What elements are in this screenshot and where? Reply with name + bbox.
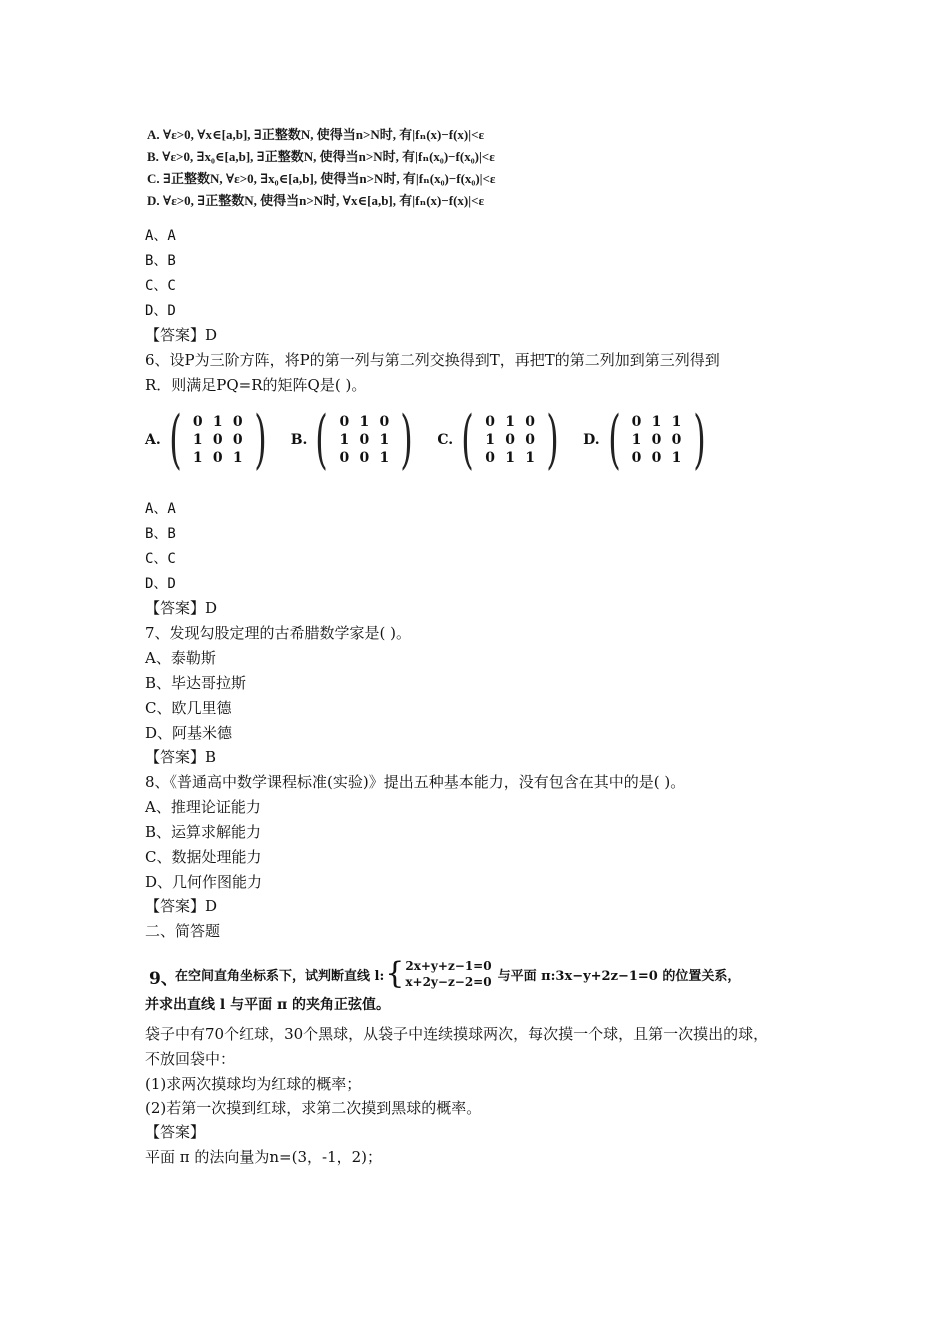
matrix-cell: 1 — [192, 432, 203, 448]
matrix-cell: 1 — [232, 450, 243, 466]
matrix-cell: 1 — [651, 414, 662, 430]
matrix-cell: 1 — [671, 450, 682, 466]
matrix-cell: 0 — [232, 414, 243, 430]
q9-question-image — [145, 946, 745, 1016]
q8-choice-d: D、几何作图能力 — [145, 873, 263, 891]
matrix-cell: 0 — [631, 414, 642, 430]
q6-text-line1: 6、设P为三阶方阵，将P的第一列与第二列交换得到T，再把T的第二列加到第三列得到 — [145, 351, 720, 369]
q5-options-image — [145, 124, 605, 214]
matrix-label: B. — [290, 432, 308, 448]
q9-eq1: 2x+y+z−1=0 — [405, 959, 492, 973]
q5-choice-b: B、B — [145, 253, 176, 269]
q8-choice-b: B、运算求解能力 — [145, 823, 262, 841]
q9-line1 — [175, 958, 740, 990]
matrix-cell: 0 — [525, 414, 535, 430]
q9-line1-pre: 在空间直角坐标系下，试判断直线 l: — [175, 968, 385, 984]
right-paren-icon: ) — [546, 403, 559, 477]
matrix-cell: 1 — [212, 414, 223, 430]
matrix-cell: 0 — [485, 450, 495, 466]
q7-choice-c: C、欧几里德 — [145, 699, 232, 717]
section2-title: 二、简答题 — [145, 922, 221, 940]
matrix-cell: 0 — [505, 432, 515, 448]
q7-choice-a: A、泰勒斯 — [145, 649, 216, 667]
matrix-grid — [334, 414, 394, 466]
q5-choice-c: C、C — [145, 278, 176, 294]
q5-image-option-a: A. ∀ε>0, ∀x∈[a,b], ∃正整数N, 使得当n>N时, 有|fₙ(x)−f(x)|<ε — [147, 127, 485, 142]
matrix-label: C. — [437, 432, 454, 448]
q6-choice-a: A、A — [145, 501, 176, 517]
matrix-cell: 0 — [379, 414, 390, 430]
matrix-cell: 0 — [192, 414, 203, 430]
matrix-cell: 0 — [671, 432, 682, 448]
left-paren-icon: ( — [461, 403, 474, 477]
left-paren-icon: ( — [168, 403, 182, 477]
q9-line1-post: 与平面 π:3x−y+2z−1=0 的位置关系， — [497, 968, 741, 984]
matrix-cell: 1 — [631, 432, 642, 448]
matrix-cell: 1 — [525, 450, 535, 466]
right-paren-icon: ) — [400, 403, 414, 477]
matrix-option — [145, 403, 273, 477]
q7-text: 7、发现勾股定理的古希腊数学家是( )。 — [145, 624, 412, 642]
matrix-cell: 0 — [485, 414, 495, 430]
q10-sub2: (2)若第一次摸到红球，求第二次摸到黑球的概率。 — [145, 1099, 482, 1117]
matrix-cell: 1 — [379, 432, 390, 448]
q6-text-line2: R．则满足PQ=R的矩阵Q是( )。 — [145, 376, 367, 394]
matrix-cell: 1 — [671, 414, 682, 430]
left-paren-icon: ( — [607, 403, 621, 477]
matrix-option — [437, 403, 565, 477]
matrix-cell: 0 — [525, 432, 535, 448]
matrix-cell: 1 — [505, 414, 515, 430]
left-brace-icon: { — [385, 956, 405, 991]
q5-answer: 【答案】D — [145, 326, 218, 344]
q8-choice-c: C、数据处理能力 — [145, 848, 262, 866]
q10-text-line1: 袋子中有70个红球，30个黑球，从袋子中连续摸球两次，每次摸一个球，且第一次摸出的球， — [145, 1025, 769, 1043]
q10-answer-text: 平面 π 的法向量为n=(3，-1，2)； — [145, 1148, 383, 1166]
q5-choice-a: A、A — [145, 228, 176, 244]
q8-text: 8、《普通高中数学课程标准(实验)》提出五种基本能力，没有包含在其中的是( )。 — [145, 773, 686, 791]
matrix-cell: 0 — [339, 450, 350, 466]
matrix-cell: 0 — [232, 432, 243, 448]
left-paren-icon: ( — [315, 403, 329, 477]
matrix-cell: 1 — [359, 414, 370, 430]
q6-choice-b: B、B — [145, 526, 176, 542]
matrix-cell: 0 — [631, 450, 642, 466]
q9-line2: 并求出直线 l 与平面 π 的夹角正弦值。 — [145, 997, 391, 1013]
q5-choice-d: D、D — [145, 303, 176, 319]
matrix-cell: 0 — [651, 450, 662, 466]
matrix-grid — [480, 414, 540, 466]
q8-answer: 【答案】D — [145, 897, 218, 915]
q10-sub1: (1)求两次摸球均为红球的概率； — [145, 1075, 362, 1093]
matrix-cell: 1 — [339, 432, 350, 448]
matrix-cell: 0 — [339, 414, 350, 430]
matrix-label: A. — [145, 432, 161, 448]
q8-choice-a: A、推理论证能力 — [145, 798, 261, 816]
matrix-cell: 0 — [212, 432, 223, 448]
matrix-cell: 1 — [485, 432, 495, 448]
matrix-cell: 1 — [505, 450, 515, 466]
right-paren-icon: ) — [253, 403, 267, 477]
q7-answer: 【答案】B — [145, 748, 217, 766]
matrix-grid — [188, 414, 248, 466]
matrix-cell: 0 — [359, 450, 370, 466]
matrix-label: D. — [583, 432, 600, 448]
q5-image-option-d: D. ∀ε>0, ∃正整数N, 使得当n>N时, ∀x∈[a,b], 有|fₙ(x)−f(x)|<ε — [147, 193, 485, 208]
q5-image-option-c: C. ∃正整数N, ∀ε>0, ∃x₀∈[a,b], 使得当n>N时, 有|fₙ(x₀)−f(x₀)|<ε — [147, 171, 496, 186]
q6-choice-d: D、D — [145, 576, 176, 592]
q7-choice-b: B、毕达哥拉斯 — [145, 674, 247, 692]
q6-answer: 【答案】D — [145, 599, 218, 617]
q9-eq2: x+2y−z−2=0 — [405, 975, 492, 989]
matrix-cell: 1 — [379, 450, 390, 466]
q9-number: 9、 — [149, 969, 178, 989]
q6-matrices-image — [145, 400, 706, 480]
matrix-cell: 0 — [651, 432, 662, 448]
q7-choice-d: D、阿基米德 — [145, 724, 233, 742]
matrix-option — [583, 403, 711, 477]
matrix-cell: 0 — [212, 450, 223, 466]
matrix-grid — [627, 414, 687, 466]
matrix-option — [290, 403, 420, 477]
q9-system — [405, 958, 491, 990]
matrix-cell: 0 — [359, 432, 370, 448]
right-paren-icon: ) — [692, 403, 706, 477]
q5-image-option-b: B. ∀ε>0, ∃x₀∈[a,b], ∃正整数N, 使得当n>N时, 有|fₙ(x₀)−f(x₀)|<ε — [147, 149, 495, 164]
q10-answer-label: 【答案】 — [145, 1123, 206, 1141]
q10-text-line2: 不放回袋中： — [145, 1050, 236, 1068]
q6-choice-c: C、C — [145, 551, 176, 567]
q6-matrix-row — [145, 400, 706, 480]
matrix-cell: 1 — [192, 450, 203, 466]
